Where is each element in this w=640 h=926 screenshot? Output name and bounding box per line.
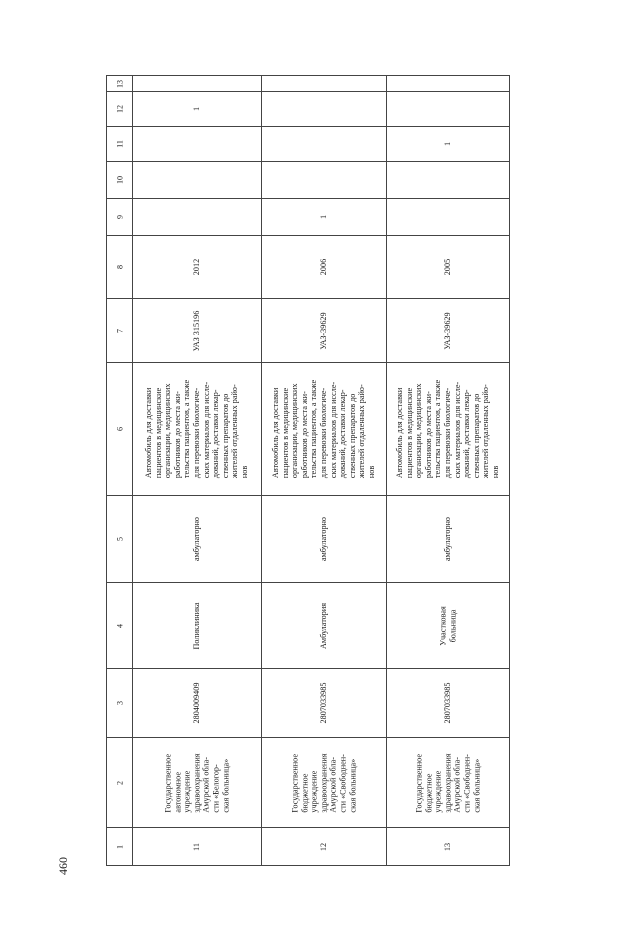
col-6-header: 6 <box>107 363 133 496</box>
row-13-col-9 <box>387 199 510 236</box>
row-12-code: 2807033985 <box>262 669 387 738</box>
row-12-purpose: Автомобиль для доставки пациентов в медицинские организации, медицинских работников до места жи- тельства пациентов, а также для перевозки биологиче- ских материалов для иссле- дований, доставки лекар- ственных препаратов до жителей отдаленных райо- нов <box>262 363 387 496</box>
row-11-col-13 <box>133 76 262 92</box>
col-5-header: 5 <box>107 496 133 583</box>
row-11-unit: Поликлиника <box>133 583 262 669</box>
row-13-col-10 <box>387 162 510 199</box>
row-12-mode: амбулаторно <box>262 496 387 583</box>
col-8-header: 8 <box>107 236 133 299</box>
row-12-organization: Государственное бюджетное учреждение здравоохранения Амурской обла- сти «Свободнен- ская больница» <box>262 738 387 828</box>
col-4-header: 4 <box>107 583 133 669</box>
col-9-header: 9 <box>107 199 133 236</box>
row-12-col-13 <box>262 76 387 92</box>
row-13-col-12 <box>387 92 510 127</box>
row-13-mode: амбулаторно <box>387 496 510 583</box>
row-13-number: 13 <box>387 828 510 866</box>
col-11-header: 11 <box>107 127 133 162</box>
row-11-model: УАЗ 315196 <box>133 299 262 363</box>
row-12-year: 2006 <box>262 236 387 299</box>
col-10-header: 10 <box>107 162 133 199</box>
row-11-col-9 <box>133 199 262 236</box>
col-12-header: 12 <box>107 92 133 127</box>
col-13-header: 13 <box>107 76 133 92</box>
row-11-year: 2012 <box>133 236 262 299</box>
row-11-code: 2804009409 <box>133 669 262 738</box>
col-3-header: 3 <box>107 669 133 738</box>
col-1-header: 1 <box>107 828 133 866</box>
row-13-col-11: 1 <box>387 127 510 162</box>
row-11-col-12: 1 <box>133 92 262 127</box>
row-12-col-11 <box>262 127 387 162</box>
row-13-unit: Участковая больница <box>387 583 510 669</box>
row-11-organization: Государственное автономное учреждение здравоохранения Амурской обла- сти «Белогор- ская больница» <box>133 738 262 828</box>
row-13-year: 2005 <box>387 236 510 299</box>
row-11-col-11 <box>133 127 262 162</box>
page-number: 460 <box>56 857 70 875</box>
row-13-purpose: Автомобиль для доставки пациентов в медицинские организации, медицинских работников до места жи- тельства пациентов, а также для перевозки биологиче- ских материалов для иссле- дований, доставки лекар- ственных препаратов до жителей отдаленных райо- нов <box>387 363 510 496</box>
row-12-number: 12 <box>262 828 387 866</box>
row-12-unit: Амбулатория <box>262 583 387 669</box>
row-13-code: 2807033985 <box>387 669 510 738</box>
row-12-col-9: 1 <box>262 199 387 236</box>
col-2-header: 2 <box>107 738 133 828</box>
row-11-purpose: Автомобиль для доставки пациентов в медицинские организации, медицинских работников до места жи- тельства пациентов, а также для перевозки биологиче- ских материалов для иссле- дований, доставки лекар- ственных препаратов до жителей отдаленных райо- нов <box>133 363 262 496</box>
row-13-organization: Государственное бюджетное учреждение здравоохранения Амурской обла- сти «Свободнен- ская больница» <box>387 738 510 828</box>
row-11-number: 11 <box>133 828 262 866</box>
row-12-model: УАЗ-39629 <box>262 299 387 363</box>
row-11-mode: амбулаторно <box>133 496 262 583</box>
col-7-header: 7 <box>107 299 133 363</box>
vehicle-table <box>106 75 510 866</box>
row-13-model: УАЗ-39629 <box>387 299 510 363</box>
row-12-col-10 <box>262 162 387 199</box>
row-11-col-10 <box>133 162 262 199</box>
row-13-col-13 <box>387 76 510 92</box>
row-12-col-12 <box>262 92 387 127</box>
